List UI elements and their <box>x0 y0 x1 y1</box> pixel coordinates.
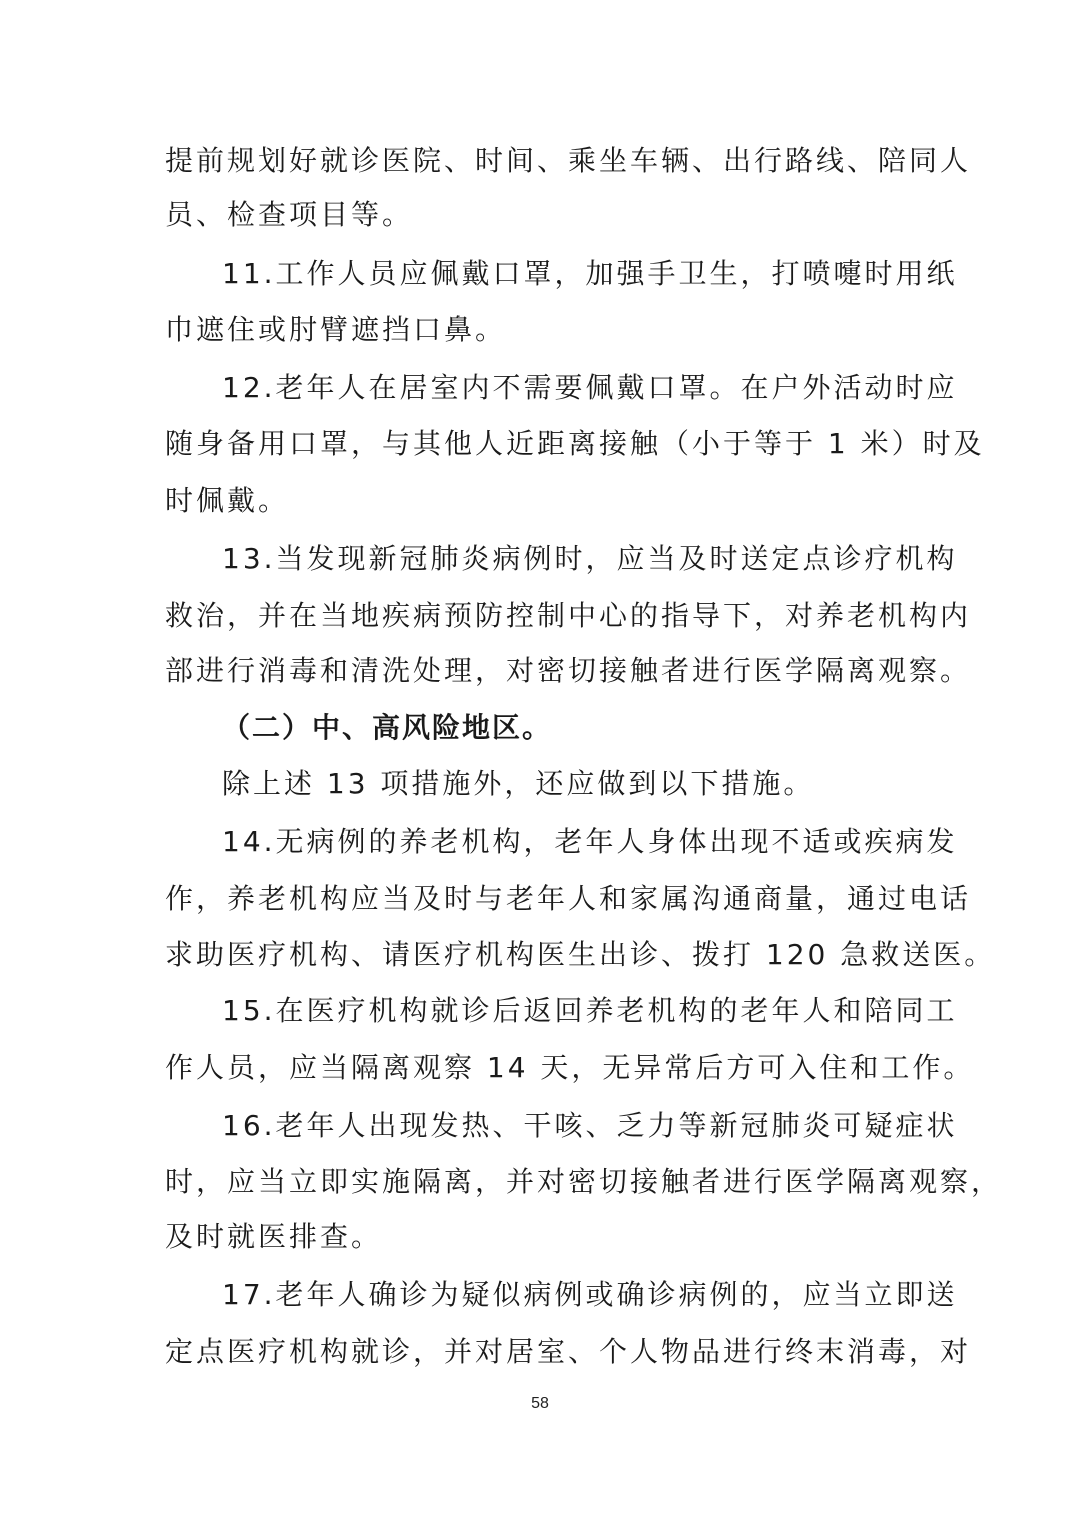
text-line: 随身备用口罩，与其他人近距离接触（小于等于 1 米）时及 <box>165 427 985 460</box>
text-line: 作，养老机构应当及时与老年人和家属沟通商量，通过电话 <box>165 882 972 915</box>
page-number: 58 <box>531 1395 549 1412</box>
text-line: 11.工作人员应佩戴口罩，加强手卫生，打喷嚏时用纸 <box>222 257 958 290</box>
section-heading: （二）中、高风险地区。 <box>222 711 553 744</box>
text-line: 作人员，应当隔离观察 14 天，无异常后方可入住和工作。 <box>165 1051 975 1084</box>
text-line: 提前规划好就诊医院、时间、乘坐车辆、出行路线、陪同人 <box>165 144 972 177</box>
text-line: 救治，并在当地疾病预防控制中心的指导下，对养老机构内 <box>165 599 972 632</box>
text-line: 13.当发现新冠肺炎病例时，应当及时送定点诊疗机构 <box>222 542 958 575</box>
text-line: 时，应当立即实施隔离，并对密切接触者进行医学隔离观察， <box>165 1165 1003 1198</box>
text-line: 定点医疗机构就诊，并对居室、个人物品进行终末消毒，对 <box>165 1335 972 1368</box>
text-line: 14.无病例的养老机构，老年人身体出现不适或疾病发 <box>222 825 958 858</box>
text-line: 时佩戴。 <box>165 484 290 517</box>
text-line: 12.老年人在居室内不需要佩戴口罩。在户外活动时应 <box>222 371 958 404</box>
text-line: 15.在医疗机构就诊后返回养老机构的老年人和陪同工 <box>222 994 958 1027</box>
text-line: 员、检查项目等。 <box>165 198 414 231</box>
text-line: 巾遮住或肘臂遮挡口鼻。 <box>165 313 507 346</box>
text-line: 16.老年人出现发热、干咳、乏力等新冠肺炎可疑症状 <box>222 1109 958 1142</box>
text-line: 除上述 13 项措施外，还应做到以下措施。 <box>222 767 815 800</box>
text-line: 17.老年人确诊为疑似病例或确诊病例的，应当立即送 <box>222 1278 958 1311</box>
text-line: 及时就医排查。 <box>165 1220 383 1253</box>
text-line: 求助医疗机构、请医疗机构医生出诊、拨打 120 急救送医。 <box>165 938 996 971</box>
text-line: 部进行消毒和清洗处理，对密切接触者进行医学隔离观察。 <box>165 654 972 687</box>
